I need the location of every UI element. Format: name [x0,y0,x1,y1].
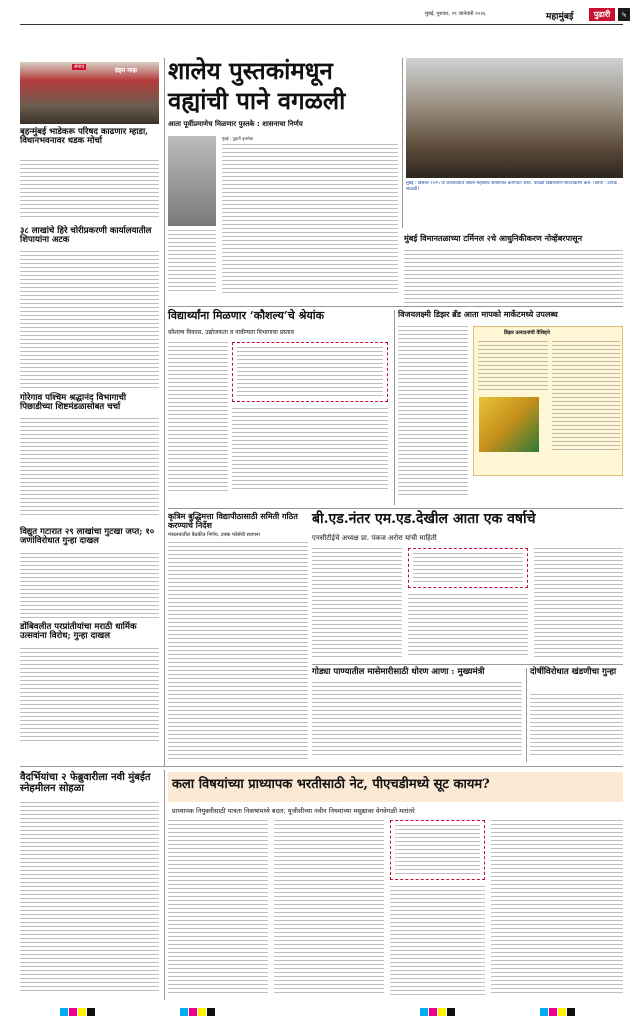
story-headline: गोरेगाव पश्चिम श्रद्धानंद विभागाची पिछाडीच्या शिष्टमंडळासोबत चर्चा [20,393,127,413]
story-headline: ३८ लाखांचे हिरे चोरीप्रकरणी कार्यालयातील शिपायांना अटक [20,226,152,246]
product-pack-image [479,397,539,452]
feature-box-title: डिझर उत्पादनांची वैशिष्ट्ये [504,330,550,336]
goda-story [312,668,522,760]
brand-logo: पुढारी [589,8,615,21]
airport-body [404,250,623,305]
page-number: ५ [618,8,630,21]
masthead [20,8,627,22]
bottom-story [168,772,623,998]
bottom-headline-band [168,772,623,802]
photo-caption: मुंबई : डिसेंबर २०२५ या कालावधीत जीवन महोत्सव आयोजित करण्यात आले. यावेळी विद्यार्थ्यांनी सादरीकरण केले. (छाया : दीपक साळवी) [406,181,617,192]
skills-highlight-box [232,342,388,402]
photo-banner: संवाद [74,64,85,70]
sitar-photo [406,58,623,178]
vaidarbhi-story [20,772,159,998]
lead-subhead: आता पूर्वीप्रमाणेच मिळणार पुस्तके : शासनाचा निर्णय [168,120,303,128]
bottom-subhead: प्राध्यापक नियुक्तीसाठी पात्रता निकषांमध्ये बदल; यूजीसीच्या नवीन नियमांच्या मसुद्यावर वेगवेगळी मतांतरे [172,807,415,815]
event-photo [20,62,159,124]
bed-story [312,512,623,662]
photo-banner-right: इंड्स माझ [115,67,137,74]
ai-subhead: मंत्रालयातील बैठकीत निर्णय, टास्क फोर्सची स्थापना [168,532,260,538]
bed-headline: बी.एड.नंतर एम.एड.देखील आता एक वर्षाचे [312,511,536,527]
bed-highlight-box [408,548,528,588]
skills-story [168,310,388,500]
ai-headline: कृत्रिम बुद्धिमत्ता विद्यापीठासाठी समिती गठित करण्याचे निर्देश [168,511,298,530]
airport-headline: मुंबई विमानतळाच्या टर्मिनल २चे आधुनिकीकरण नोव्हेंबरपासून [404,233,583,243]
left-column [20,128,159,748]
vaidarbhi-headline: वैदर्भियांचा २ फेब्रुवारीला नवी मुंबईत स्नेहमीलन सोहळा [20,772,151,794]
story-headline: बृहन्मुंबई भाडेकरू परिषद काढणार म्हाडा, विधानभवनावर धडक मोर्चा [20,127,149,147]
vijayalakshmi-story [398,310,623,505]
section-label: महामुंबई [546,12,574,22]
goda-headline: गोड्या पाण्यातील मासेमारीसाठी धोरण आणा : मुख्यमंत्री [312,667,485,677]
color-bar [60,1008,600,1016]
skills-subhead: कौशल्य विकास, उद्योजकता व नावीन्यता विभागाचा प्रस्ताव [168,329,294,336]
dateline: मुंबई, गुरुवार, २९ जानेवारी २०२६ [425,11,486,17]
bed-subhead: एनसीटीईचे अध्यक्ष प्रा. पंकज अरोरा यांची माहिती [312,534,437,542]
story-headline: डोंबिवलीत परप्रांतीयांचा मराठी धार्मिक उत्सवांना विरोध; गुन्हा दाखल [20,622,137,642]
case-headline: दोषींविरोधात खंडणीचा गुन्हा [530,667,617,677]
ai-university-story [168,512,308,762]
skills-headline: विद्यार्थ्यांना मिळणार ‘कौशल्य’चे श्रेयांक [168,309,325,322]
feature-box [473,326,623,476]
lead-headline-line1: शालेय पुस्तकांमधून [168,56,333,85]
lead-story [168,58,398,303]
bottom-highlight-box [390,820,485,880]
lead-headline-line2: वह्यांची पाने वगळली [168,86,346,115]
case-story [530,668,623,760]
bottom-headline: कला विषयांच्या प्राध्यापक भरतीसाठी नेट, पीएचडीमध्ये सूट कायम? [172,777,490,792]
vijayalakshmi-headline: विजयलक्ष्मी डिझर ब्रँड आता मापको मार्केटमध्ये उपलब्ध [398,309,558,319]
lead-byline: मुंबई : पुढारी वृत्तसेवा [222,136,253,141]
inset-photo [168,136,216,226]
story-headline: विद्युत गटारात २९ लाखांचा गुटखा जप्त; १० जणांविरोधात गुन्हा दाखल [20,527,155,547]
